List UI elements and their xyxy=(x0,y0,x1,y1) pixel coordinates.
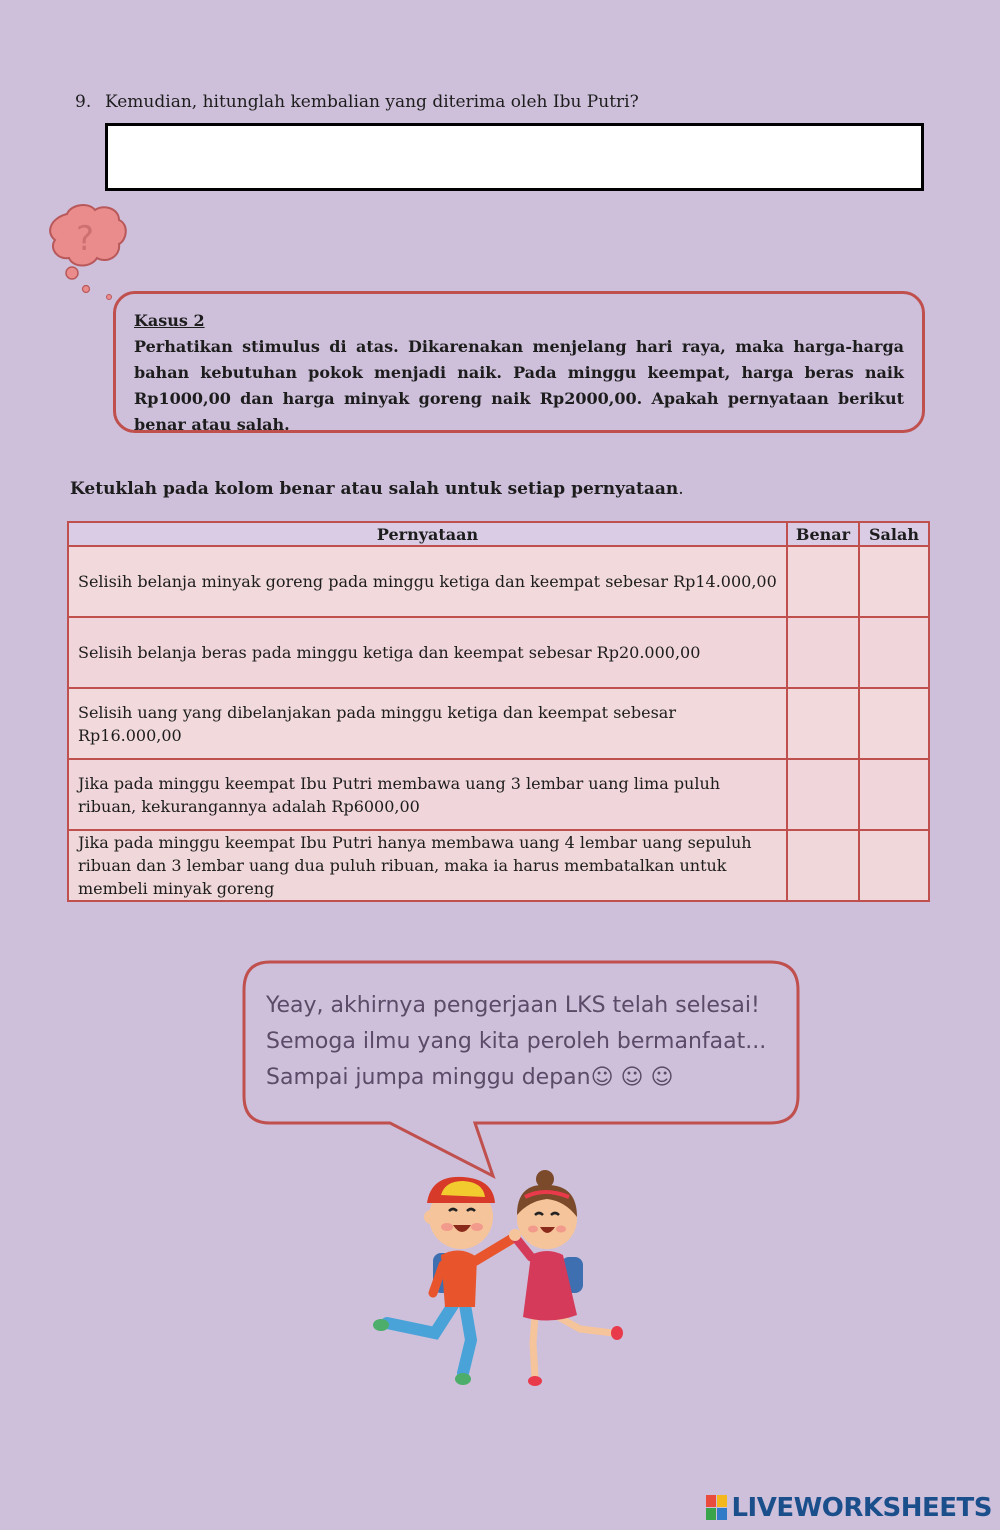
table-row xyxy=(68,688,929,759)
statement-cell: Selisih uang yang dibelanjakan pada minggu ketiga dan keempat sebesar Rp16.000,00 xyxy=(68,688,787,759)
girl-figure xyxy=(509,1170,623,1386)
question-number: 9. xyxy=(75,92,92,112)
statement-cell: Jika pada minggu keempat Ibu Putri hanya membawa uang 4 lembar uang sepuluh ribuan dan 3 lembar uang dua puluh ribuan, maka ia harus membatalkan untuk membeli minyak goreng xyxy=(68,830,787,901)
true-choice-cell[interactable] xyxy=(787,617,859,688)
liveworksheets-logo xyxy=(706,1493,992,1523)
table-row xyxy=(68,617,929,688)
answer-input-box[interactable] xyxy=(105,123,924,191)
header-false: Salah xyxy=(859,522,929,546)
true-choice-cell[interactable] xyxy=(787,546,859,617)
statement-cell: Selisih belanja beras pada minggu ketiga dan keempat sebesar Rp20.000,00 xyxy=(68,617,787,688)
instruction xyxy=(70,479,684,499)
false-choice-cell[interactable] xyxy=(859,617,929,688)
statement-table xyxy=(67,521,930,902)
question-9 xyxy=(75,92,639,112)
table-row xyxy=(68,759,929,830)
closing-message xyxy=(266,988,766,1096)
case-box xyxy=(113,291,925,433)
true-choice-cell[interactable] xyxy=(787,830,859,901)
header-true: Benar xyxy=(787,522,859,546)
closing-line-2: Semoga ilmu yang kita peroleh bermanfaat... xyxy=(266,1029,767,1054)
question-thought-bubble-icon xyxy=(45,200,135,305)
false-choice-cell[interactable] xyxy=(859,688,929,759)
liveworksheets-logo-icon xyxy=(706,1495,728,1521)
table-header-row xyxy=(68,522,929,546)
svg-text:?: ? xyxy=(75,219,95,259)
true-choice-cell[interactable] xyxy=(787,759,859,830)
false-choice-cell[interactable] xyxy=(859,830,929,901)
question-text: Kemudian, hitunglah kembalian yang diterima oleh Ibu Putri? xyxy=(105,92,639,112)
logo-text: LIVEWORKSHEETS xyxy=(731,1493,992,1523)
false-choice-cell[interactable] xyxy=(859,546,929,617)
false-choice-cell[interactable] xyxy=(859,759,929,830)
statement-cell: Selisih belanja minyak goreng pada minggu ketiga dan keempat sebesar Rp14.000,00 xyxy=(68,546,787,617)
header-statement: Pernyataan xyxy=(68,522,787,546)
true-choice-cell[interactable] xyxy=(787,688,859,759)
table-row xyxy=(68,830,929,901)
instruction-period: . xyxy=(678,479,684,499)
statement-cell: Jika pada minggu keempat Ibu Putri membawa uang 3 lembar uang lima puluh ribuan, kekurangannya adalah Rp6000,00 xyxy=(68,759,787,830)
boy-figure xyxy=(373,1177,515,1385)
case-title: Kasus 2 xyxy=(134,311,205,330)
kids-illustration xyxy=(365,1165,635,1395)
table-row xyxy=(68,546,929,617)
closing-line-1: Yeay, akhirnya pengerjaan LKS telah selesai! xyxy=(266,993,760,1018)
closing-line-3: Sampai jumpa minggu depan☺ ☺ ☺ xyxy=(266,1065,674,1090)
instruction-text: Ketuklah pada kolom benar atau salah untuk setiap pernyataan xyxy=(70,479,679,499)
case-text: Perhatikan stimulus di atas. Dikarenakan menjelang hari raya, maka harga-harga bahan kebutuhan pokok menjadi naik. Pada minggu keempat, harga beras naik Rp1000,00 dan harga minyak goreng naik Rp2000,00. Apakah pernyataan berikut benar atau salah. xyxy=(134,337,904,434)
